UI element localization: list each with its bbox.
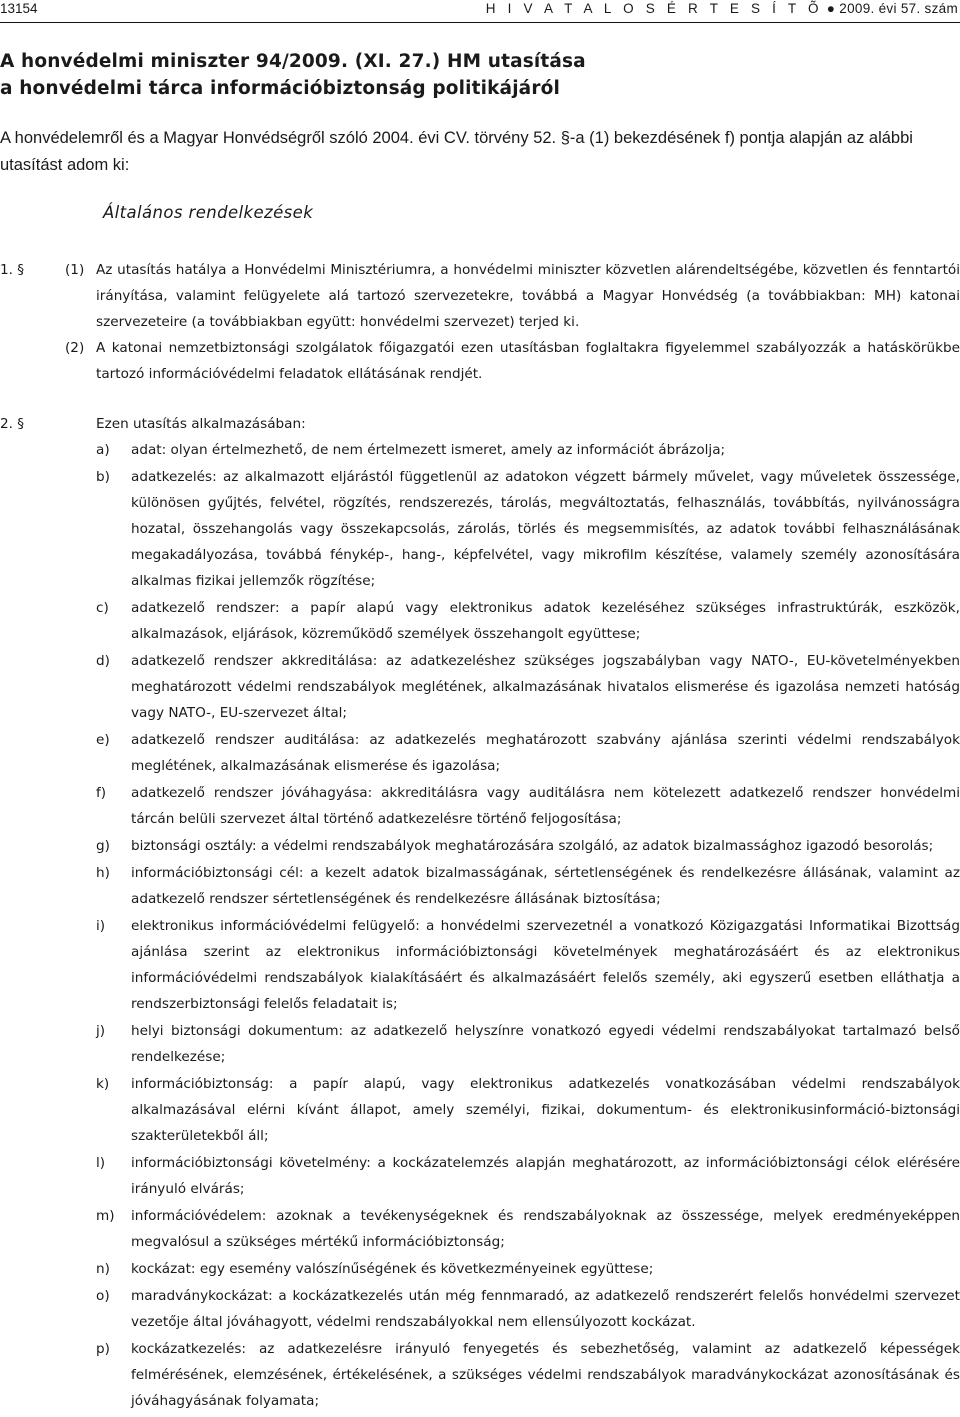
definition-label: k) [96, 1076, 110, 1092]
definition-label: b) [96, 469, 110, 485]
definition-label: e) [96, 732, 110, 748]
definition-text: adatkezelő rendszer akkreditálása: az adatkezeléshez szükséges jogszabályban vagy NATO-, EU-követelményekben meghatározott védelmi rendszabályok meglétének, alkalmazásának hivatalos elismerése és igazolása nemzeti hatóság vagy NATO-, EU-szervezet által; [131, 653, 960, 721]
definition-label: c) [96, 600, 109, 616]
definition-text: adat: olyan értelmezhető, de nem értelmezett ismeret, amely az információt ábrázolja; [131, 442, 726, 458]
paragraph-text: Az utasítás hatálya a Honvédelmi Minisztériumra, a honvédelmi miniszter közvetlen alárendeltségébe, közvetlen és fenntartói irányítása, valamint felügyelete alá tartozó szervezetekre, továbbá a Magyar Honvédség (a továbbiakban: MH) katonai szervezeteire (a továbbiakban együtt: honvédelmi szervezet) terjed ki. [96, 262, 960, 330]
bullet-separator: ● [826, 1, 836, 16]
lead-text: Ezen utasítás alkalmazásában: [96, 416, 306, 432]
definition-item [0, 1150, 960, 1202]
definition-item [0, 913, 960, 1017]
definition-item [0, 1283, 960, 1335]
definition-text: elektronikus információvédelmi felügyelő: a honvédelmi szervezetnél a vonatkozó Közigazgatási Informatikai Bizottság ajánlása szerint az elektronikus információbiztonsági követelmények meghatározásáért és az elektronikus információvédelmi rendszabályok kialakításáért és alkalmazásáért felelős személy, aki egyszerű esetben elláthatja a rendszerbiztonsági felelős feladatait is; [131, 918, 960, 1012]
section-number: 1. § [0, 262, 25, 278]
definition-label: g) [96, 838, 110, 854]
definition-label: a) [96, 442, 110, 458]
journal-name: H I V A T A L O S É R T E S Í T Õ [485, 1, 823, 16]
definition-item [0, 1256, 960, 1282]
section-1 [0, 257, 960, 387]
definition-label: i) [96, 918, 106, 934]
definition-item [0, 1336, 960, 1414]
definition-text: információbiztonság: a papír alapú, vagy elektronikus adatkezelés vonatkozásában védelmi rendszabályok alkalmazásával elérni kívánt állapot, amely személyi, fizikai, dokumentum- és elektronikusinformáció-biztonsági szakterületekből áll; [131, 1076, 960, 1144]
definition-item [0, 595, 960, 647]
definition-text: információvédelem: azoknak a tevékenységeknek és rendszabályoknak az összessége, melyek eredményeképpen megvalósul a szükséges mértékű információbiztonság; [131, 1208, 960, 1250]
definition-text: helyi biztonsági dokumentum: az adatkezelő helyszínre vonatkozó egyedi védelmi rendszabályokat tartalmazó belső rendelkezése; [131, 1023, 960, 1065]
definition-text: kockázatkezelés: az adatkezelésre irányuló fenyegetés és sebezhetőség, valamint az adatkezelő képességek felmérésének, elemzésének, értékelésének, a szükséges védelmi rendszabályok maradványkockázat azonosításának és jóváhagyásának folyamata; [131, 1341, 960, 1409]
definition-item [0, 860, 960, 912]
definition-item [0, 648, 960, 726]
definition-text: biztonsági osztály: a védelmi rendszabályok meghatározására szolgáló, az adatok bizalmassághoz igazodó besorolás; [131, 838, 934, 854]
section-2-lead [0, 411, 960, 437]
definition-item [0, 464, 960, 594]
definition-item [0, 727, 960, 779]
definition-item [0, 1071, 960, 1149]
section-number: 2. § [0, 416, 25, 432]
definition-label: d) [96, 653, 110, 669]
definition-text: információbiztonsági követelmény: a kockázatelemzés alapján meghatározott, az információbiztonsági célok elérésére irányuló elvárás; [131, 1155, 960, 1197]
document-title [0, 48, 960, 102]
title-line-2: a honvédelmi tárca információbiztonság politikájáról [0, 78, 560, 99]
paragraph-label: (2) [65, 340, 85, 356]
section-heading: Általános rendelkezések [103, 203, 314, 222]
definition-label: l) [96, 1155, 106, 1171]
definition-label: h) [96, 865, 110, 881]
section-1-paragraph-1 [0, 257, 960, 335]
section-1-paragraph-2 [0, 335, 960, 387]
definition-label: f) [96, 785, 107, 801]
definition-text: kockázat: egy esemény valószínűségének és következményeinek együttese; [131, 1261, 654, 1277]
definition-text: adatkezelő rendszer jóváhagyása: akkreditálásra vagy auditálásra nem kötelezett adatkezelő rendszer honvédelmi tárcán belüli szervezet által történő adatkezelésre történő feljogosítása; [131, 785, 960, 827]
definition-item [0, 1203, 960, 1255]
definition-text: adatkezelő rendszer auditálása: az adatkezelés meghatározott szabvány ajánlása szerinti védelmi rendszabályok meglétének, alkalmazásának elismerése és igazolása; [131, 732, 960, 774]
definition-text: adatkezelő rendszer: a papír alapú vagy elektronikus adatok kezeléséhez szükséges infrastruktúrák, eszközök, alkalmazások, eljárások, közreműködő személyek összehangolt együttese; [131, 600, 960, 642]
definition-text: adatkezelés: az alkalmazott eljárástól függetlenül az adatokon végzett bármely művelet, vagy műveletek összessége, különösen gyűjtés, felvétel, rögzítés, rendszerezés, tárolás, megváltoztatás, felhasználás, továbbítás, nyilvánosságra hozatal, összehangolás vagy összekapcsolás, zárolás, törlés és megsemmisítés, az adatok további felhasználásának megakadályozása, továbbá fénykép-, hang-, képfelvétel, vagy mikrofilm készítése, valamely személy azonosítására alkalmas fizikai jellemzők rögzítése; [131, 469, 960, 589]
journal-info [486, 1, 958, 16]
definition-label: n) [96, 1261, 110, 1277]
definition-label: j) [96, 1023, 106, 1039]
title-line-1: A honvédelmi miniszter 94/2009. (XI. 27.) HM utasítása [0, 51, 586, 72]
definition-text: maradványkockázat: a kockázatkezelés után még fennmaradó, az adatkezelő rendszerért felelős honvédelmi szervezet vezetője által jóváhagyott, védelmi rendszabályokkal nem ellensúlyozott kockázat. [131, 1288, 960, 1330]
issue-number: 2009. évi 57. szám [839, 1, 958, 16]
page-header [0, 0, 960, 23]
definition-item [0, 780, 960, 832]
intro-paragraph: A honvédelemről és a Magyar Honvédségről szóló 2004. évi CV. törvény 52. §-a (1) bekezdésének f) pontja alapján az alábbi utasítást adom ki: [0, 129, 913, 174]
definition-text: információbiztonsági cél: a kezelt adatok bizalmasságának, sértetlenségének és rendelkezésre állásának, valamint az adatkezelő rendszer sértetlenségének és rendelkezésre állásának biztosítása; [131, 865, 960, 907]
paragraph-label: (1) [65, 262, 85, 278]
definition-label: o) [96, 1288, 110, 1304]
definition-item [0, 1018, 960, 1070]
definition-label: p) [96, 1341, 110, 1357]
section-2 [0, 411, 960, 1414]
paragraph-text: A katonai nemzetbiztonsági szolgálatok főigazgatói ezen utasításban foglaltakra figyelemmel szabályozzák a hatáskörükbe tartozó információvédelmi feladatok ellátásának rendjét. [96, 340, 960, 382]
definition-item [0, 833, 960, 859]
definition-label: m) [96, 1208, 115, 1224]
definition-item [0, 437, 960, 463]
page-number: 13154 [0, 1, 38, 16]
